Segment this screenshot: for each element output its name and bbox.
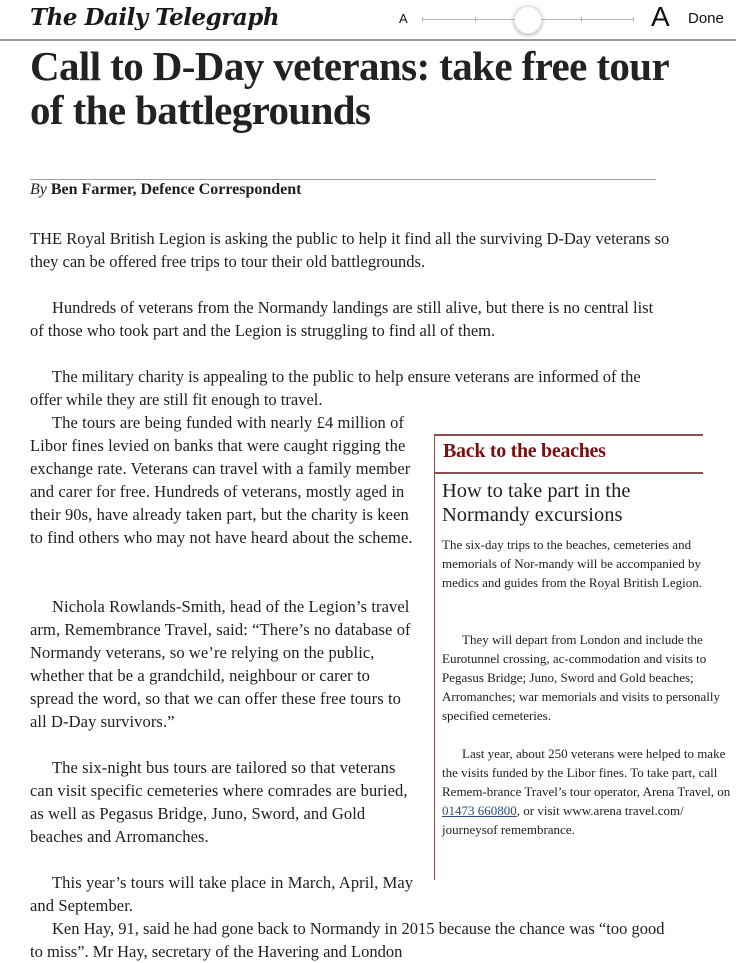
phone-link[interactable]: 01473 660800 <box>442 803 517 818</box>
done-button[interactable]: Done <box>688 10 724 27</box>
slider-tick <box>581 17 582 22</box>
byline <box>30 181 302 199</box>
sidebar-box <box>434 434 736 880</box>
byline-divider <box>30 179 656 180</box>
font-size-decrease-label[interactable]: A <box>399 11 408 26</box>
article-paragraph: The six-night bus tours are tailored so that veterans can visit specific cemeteries where comrades are buried, as well as Pegasus Bridge, Juno, Sword, and Gold beaches and Arromanches. <box>30 758 408 846</box>
article-paragraph: Ken Hay, 91, said he had gone back to Normandy in 2015 because the chance was “too good to miss”. Mr Hay, secretary of the Havering and London <box>30 919 665 961</box>
slider-thumb[interactable] <box>514 6 542 34</box>
slider-tick <box>422 17 423 22</box>
article-paragraph: The military charity is appealing to the public to help ensure veterans are informed of the offer while they are still fit enough to travel. <box>30 367 641 409</box>
article-paragraph: The tours are being funded with nearly £4 million of Libor fines levied on banks that were caught rigging the exchange rate. Veterans can travel with a family member and carer for free. Hundreds of veterans, mostly aged in their 90s, have already taken part, but the charity is keen to find others who may not have heard about the scheme. <box>30 413 413 547</box>
sidebar-paragraph <box>442 744 732 839</box>
article-headline: Call to D-Day veterans: take free tour of the battlegrounds <box>30 43 669 133</box>
sidebar-kicker: Back to the beaches <box>443 440 606 462</box>
article-paragraph: THE Royal British Legion is asking the public to help it find all the surviving D-Day veterans so they can be offered free trips to tour their old battlegrounds. <box>30 229 670 271</box>
article-paragraph: Nichola Rowlands-Smith, head of the Legion’s travel arm, Remembrance Travel, said: “There’s no database of Normandy veterans, so we’re relying on the public, whether that be a grandchild, neighbour or carer to spread the word, so that we can offer these free tours to all D-Day survivors.” <box>30 597 411 731</box>
sidebar-paragraph: The six-day trips to the beaches, cemeteries and memorials of Nor-mandy will be accompanied by medics and guides from the Royal British Legion. <box>442 537 702 590</box>
byline-author: Ben Farmer, Defence Correspondent <box>50 181 302 198</box>
reader-toolbar <box>0 0 736 41</box>
sidebar-paragraph: They will depart from London and include the Eurotunnel crossing, ac-commodation and visits to Pegasus Bridge; Juno, Sword and Gold beaches; Arromanches; war memorials and visits to personally specified cemeteries. <box>442 632 720 723</box>
sidebar-text: , or visit www.arena travel.com/ journeysof remembrance. <box>442 803 684 837</box>
byline-prefix: By <box>30 181 47 198</box>
masthead-logo: The Daily Telegraph <box>30 4 280 31</box>
article-paragraph: This year’s tours will take place in March, April, May and September. <box>30 873 414 915</box>
font-size-slider[interactable] <box>422 17 634 23</box>
font-size-increase-label[interactable]: A <box>651 1 670 32</box>
article-paragraph: Hundreds of veterans from the Normandy landings are still alive, but there is no central list of those who took part and the Legion is struggling to find all of them. <box>30 298 654 340</box>
sidebar-subhead: How to take part in the Normandy excursions <box>442 480 631 526</box>
sidebar-divider <box>435 472 703 474</box>
slider-tick <box>633 17 634 22</box>
sidebar-top-rule <box>435 434 703 436</box>
slider-tick <box>475 17 476 22</box>
sidebar-text: Last year, about 250 veterans were helped to make the visits funded by the Libor fines. To take part, call Remem-brance Travel’s tour operator, Arena Travel, on <box>442 746 731 799</box>
